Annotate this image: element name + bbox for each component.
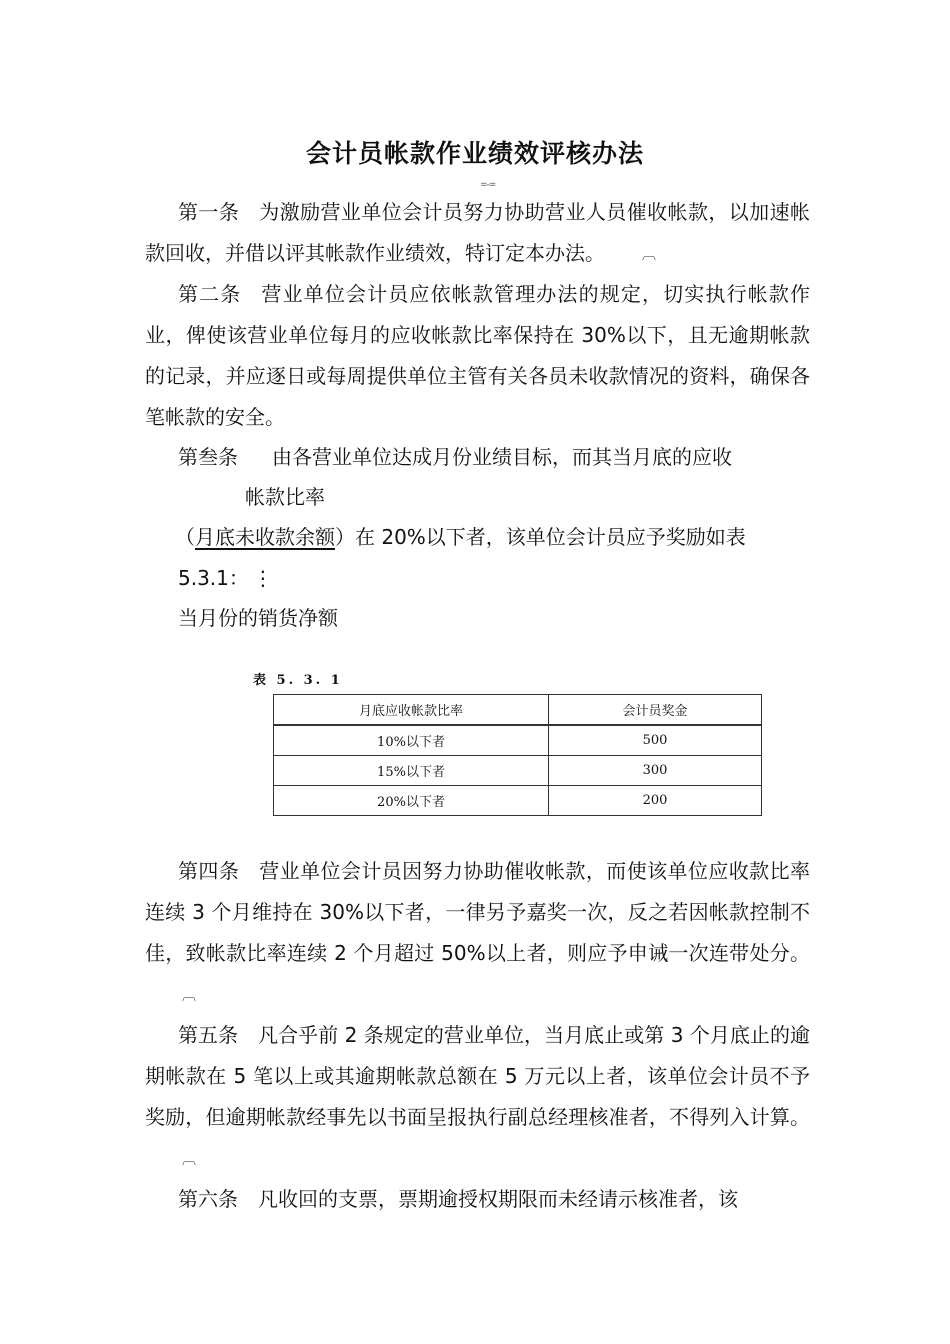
- article-6: [145, 1179, 810, 1220]
- article-3-line-5: 当月份的销货净额: [178, 606, 338, 630]
- paren-close: ）: [335, 525, 355, 549]
- article-2-text: 营业单位会计员应依帐款管理办法的规定，切实执行帐款作业，俾使该营业单位每月的应收帐款比率保持在 30%以下，且无逾期帐款的记录，并应逐日或每周提供单位主管有关各员未收款情况的资料，确保各笔帐款的安全。: [145, 282, 811, 429]
- table-header-bonus: 会计员奖金: [549, 695, 762, 726]
- article-3-label: 第叁条: [178, 445, 238, 469]
- article-1-label: 第一条: [178, 200, 240, 224]
- document-title: 会计员帐款作业绩效评核办法: [305, 139, 644, 168]
- article-3-line-4-mark: ⋮: [252, 566, 273, 590]
- table-row: [274, 725, 762, 756]
- article-5-mark: ︹: [182, 1152, 196, 1168]
- table-cell-rate: 10%以下者: [274, 725, 549, 756]
- article-3-line-4: [178, 558, 273, 599]
- article-2: [145, 274, 810, 438]
- paren-open: （: [175, 525, 195, 549]
- article-5: [145, 1015, 810, 1181]
- table-row: [274, 786, 762, 816]
- table-row: [274, 756, 762, 786]
- table-header-rate: 月底应收帐款比率: [274, 695, 549, 726]
- article-1-text: 为激励营业单位会计员努力协助营业人员催收帐款，以加速帐款回收，并借以评其帐款作业绩效，特订定本办法。: [145, 200, 811, 265]
- article-1-mark: ︹: [642, 247, 656, 263]
- article-4-text: 营业单位会计员因努力协助催收帐款，而使该单位应收款比率连续 3 个月维持在 30%以下者，一律另予嘉奖一次，反之若因帐款控制不佳，致帐款比率连续 2 个月超过 50%以上者，则应予申诫一次连带处分。: [145, 859, 811, 965]
- table-header-row: [274, 695, 762, 726]
- underlined-term: 月底未收款余额: [195, 525, 335, 549]
- article-6-label: 第六条: [178, 1187, 238, 1211]
- table-caption: 表 5. 3. 1: [253, 673, 343, 688]
- article-6-text: 凡收回的支票，票期逾授权期限而未经请示核准者，该: [258, 1187, 738, 1211]
- article-3-line-1-text: 由各营业单位达成月份业绩目标，而其当月底的应收: [272, 445, 732, 469]
- article-3-line-1: [178, 437, 732, 478]
- article-4: [145, 851, 810, 1017]
- article-4-mark: ︹: [182, 988, 196, 1004]
- table-cell-bonus: 300: [549, 756, 762, 786]
- article-2-label: 第二条: [178, 282, 242, 306]
- article-5-text: 凡合乎前 2 条规定的营业单位，当月底止或第 3 个月底止的逾期帐款在 5 笔以上或其逾期帐款总额在 5 万元以上者，该单位会计员不予奖励，但逾期帐款经事先以书面呈报执行副总经理核准者，不得列入计算。: [145, 1023, 810, 1129]
- article-1: [145, 192, 810, 276]
- article-3-line-3-text: 在 20%以下者，该单位会计员应予奖励如表: [355, 525, 746, 549]
- article-4-label: 第四条: [178, 859, 240, 883]
- article-5-label: 第五条: [178, 1023, 239, 1047]
- table-cell-rate: 20%以下者: [274, 786, 549, 816]
- article-3-line-4-text: 5.3.1：: [178, 566, 249, 590]
- title-mark: =-=: [480, 180, 496, 190]
- table-cell-bonus: 200: [549, 786, 762, 816]
- table-cell-rate: 15%以下者: [274, 756, 549, 786]
- bonus-table: [273, 694, 762, 816]
- article-3-line-2: 帐款比率: [245, 485, 325, 509]
- table-cell-bonus: 500: [549, 725, 762, 756]
- article-3-line-3: [175, 517, 746, 558]
